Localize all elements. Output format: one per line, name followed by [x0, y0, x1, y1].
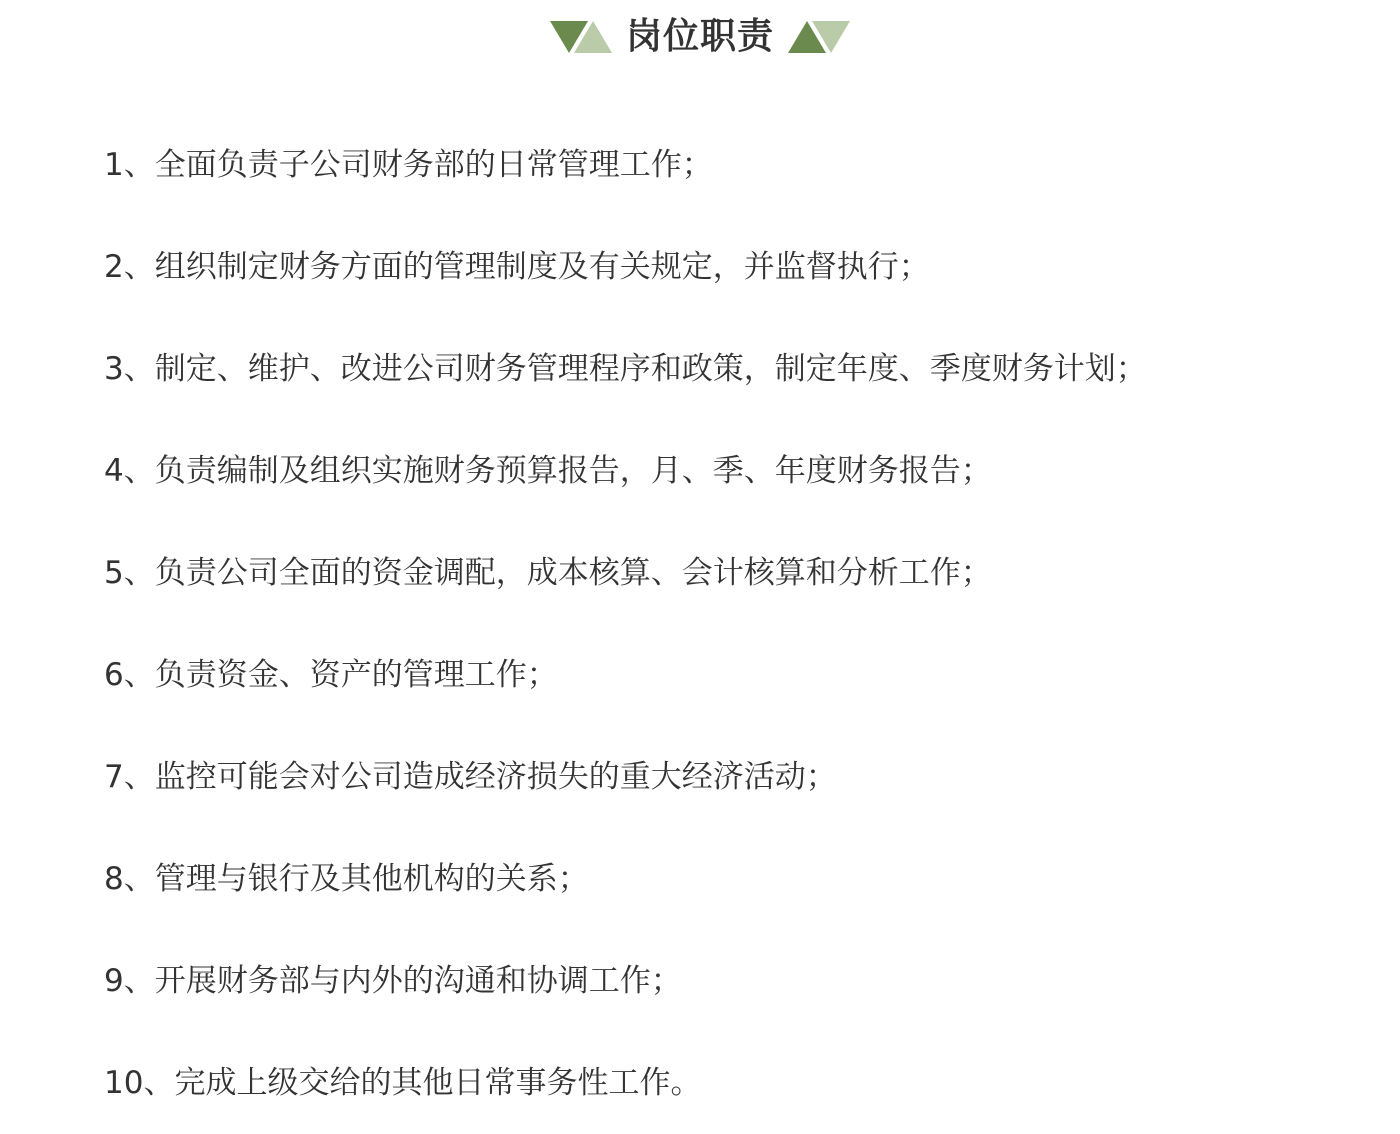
- left-triangles-icon: [550, 19, 612, 55]
- list-item: 8、管理与银行及其他机构的关系；: [104, 860, 589, 897]
- right-triangles-icon: [788, 19, 850, 55]
- list-item: 2、组织制定财务方面的管理制度及有关规定，并监督执行；: [104, 248, 930, 285]
- list-item: 7、监控可能会对公司造成经济损失的重大经济活动；: [104, 758, 837, 795]
- page-title: 岗位职责: [625, 16, 774, 57]
- section-header-inner: [550, 16, 850, 57]
- list-item: 4、负责编制及组织实施财务预算报告，月、季、年度财务报告；: [104, 452, 992, 489]
- list-item: 3、制定、维护、改进公司财务管理程序和政策，制定年度、季度财务计划；: [104, 350, 1147, 387]
- section-header: [0, 0, 1400, 74]
- responsibility-list: [104, 114, 1364, 1134]
- list-item: 1、全面负责子公司财务部的日常管理工作；: [104, 146, 713, 183]
- list-item: 9、开展财务部与内外的沟通和协调工作；: [104, 962, 682, 999]
- list-item: 10、完成上级交给的其他日常事务性工作。: [104, 1064, 702, 1101]
- list-item: 5、负责公司全面的资金调配，成本核算、会计核算和分析工作；: [104, 554, 992, 591]
- list-item: 6、负责资金、资产的管理工作；: [104, 656, 558, 693]
